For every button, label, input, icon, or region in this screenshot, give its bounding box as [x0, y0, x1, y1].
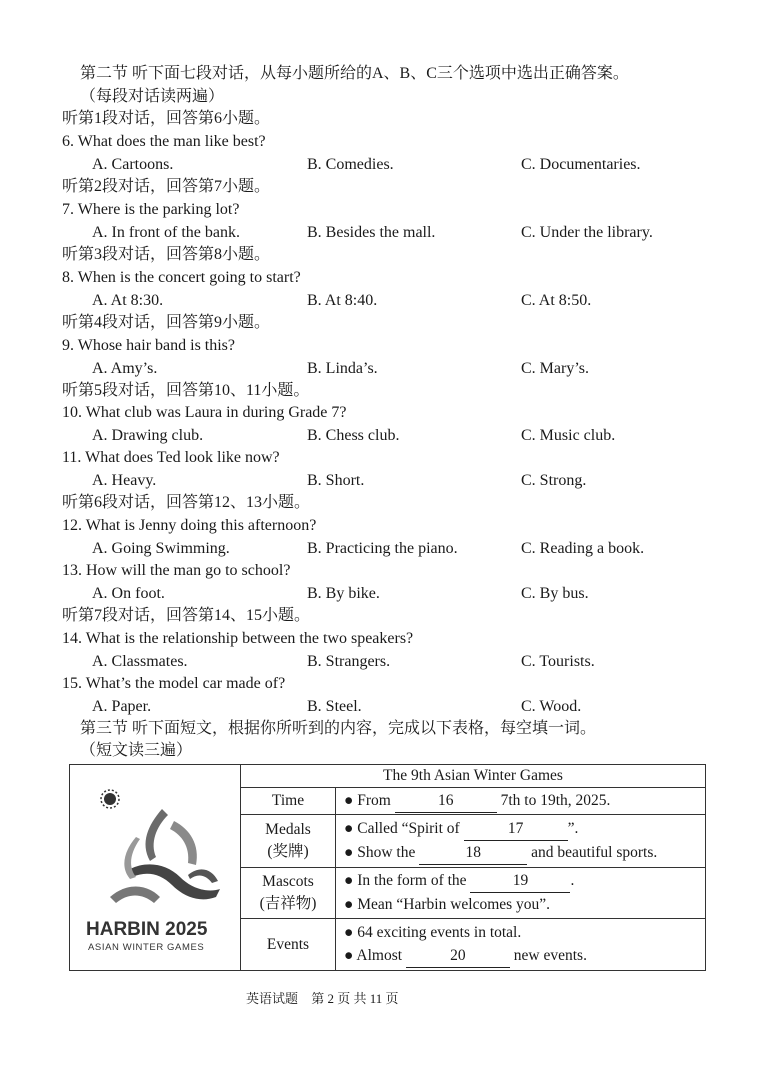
time-pre: ● From — [344, 791, 391, 809]
mascots-1-post: . — [570, 872, 575, 890]
option-b: B. Besides the mall. — [307, 224, 436, 241]
row-label-mascots — [241, 867, 336, 919]
option-c: C. At 8:50. — [521, 292, 592, 309]
option-a: A. Heavy. — [92, 472, 157, 489]
blank-20: 20 — [406, 944, 510, 968]
option-a: A. Cartoons. — [92, 156, 174, 173]
mascots-label: Mascots — [262, 872, 314, 890]
option-c: C. Mary’s. — [521, 360, 589, 377]
section2-heading: 第二节 听下面七段对话，从每小题所给的A、B、C三个选项中选出正确答案。 — [80, 65, 629, 82]
option-a: A. Paper. — [92, 698, 152, 715]
medals-1-pre: ● Called “Spirit of — [344, 819, 460, 837]
option-c: C. By bus. — [521, 585, 589, 602]
medals-1-post: ”. — [567, 819, 579, 837]
option-a: A. Going Swimming. — [92, 540, 230, 557]
option-a: A. Amy’s. — [92, 360, 158, 377]
question-text: 10. What club was Laura in during Grade 7? — [62, 404, 347, 421]
section3-heading: 第三节 听下面短文，根据你所听到的内容，完成以下表格，每空填一词。 — [80, 720, 597, 737]
games-table — [69, 764, 706, 971]
option-c: C. Tourists. — [521, 653, 595, 670]
medals-2-post: and beautiful sports. — [531, 843, 658, 861]
dialogue-intro: 听第1段对话，回答第6小题。 — [62, 110, 271, 127]
mascots-2: ● Mean “Harbin welcomes you”. — [344, 896, 551, 914]
blank-19: 19 — [470, 869, 570, 893]
option-c: C. Wood. — [521, 698, 582, 715]
medals-label-cn: (奖牌) — [267, 842, 309, 860]
sun-icon — [101, 790, 119, 808]
logo-subtitle: ASIAN WINTER GAMES — [88, 942, 205, 953]
question-text: 15. What’s the model car made of? — [62, 675, 286, 692]
events-2-pre: ● Almost — [344, 947, 403, 965]
page-footer — [246, 988, 409, 1007]
option-c: C. Music club. — [521, 427, 616, 444]
dialogue-intro: 听第5段对话，回答第10、11小题。 — [62, 382, 310, 399]
medals-label: Medals — [265, 820, 311, 838]
footer-subject: 英语试题 — [246, 991, 299, 1006]
option-b: B. Steel. — [307, 698, 362, 715]
dialogue-intro: 听第7段对话，回答第14、15小题。 — [62, 607, 311, 624]
option-a: A. Classmates. — [92, 653, 188, 670]
dialogue-intro: 听第2段对话，回答第7小题。 — [62, 178, 271, 195]
time-content — [336, 788, 706, 815]
blank-16: 16 — [395, 789, 497, 813]
option-a: A. On foot. — [92, 585, 165, 602]
events-content — [336, 919, 706, 971]
question-text: 12. What is Jenny doing this afternoon? — [62, 517, 317, 534]
option-b: B. Comedies. — [307, 156, 394, 173]
medals-2-pre: ● Show the — [344, 843, 416, 861]
option-b: B. By bike. — [307, 585, 380, 602]
events-1: ● 64 exciting events in total. — [344, 924, 522, 942]
option-c: C. Strong. — [521, 472, 587, 489]
option-c: C. Under the library. — [521, 224, 653, 241]
section2-note: （每段对话读两遍） — [80, 88, 225, 105]
blank-17: 17 — [464, 817, 568, 841]
medals-content — [336, 814, 706, 867]
table-title: The 9th Asian Winter Games — [241, 765, 706, 788]
row-label-time: Time — [241, 788, 336, 815]
section3-note: （短文读三遍） — [80, 742, 193, 759]
question-text: 7. Where is the parking lot? — [62, 201, 240, 218]
question-text: 11. What does Ted look like now? — [62, 449, 280, 466]
question-text: 9. Whose hair band is this? — [62, 337, 236, 354]
dialogue-intro: 听第3段对话，回答第8小题。 — [62, 246, 271, 263]
question-text: 13. How will the man go to school? — [62, 562, 291, 579]
events-2-post: new events. — [513, 947, 587, 965]
option-b: B. Practicing the piano. — [307, 540, 458, 557]
mascots-content — [336, 867, 706, 919]
question-text: 6. What does the man like best? — [62, 133, 266, 150]
mascots-1-pre: ● In the form of the — [344, 872, 467, 890]
option-c: C. Reading a book. — [521, 540, 645, 557]
question-text: 8. When is the concert going to start? — [62, 269, 301, 286]
dialogue-intro: 听第4段对话，回答第9小题。 — [62, 314, 271, 331]
option-b: B. Chess club. — [307, 427, 400, 444]
skater-graphic — [110, 809, 220, 903]
option-b: B. Short. — [307, 472, 365, 489]
harbin-2025-logo — [70, 765, 238, 965]
footer-page-number: 第 2 页 共 11 页 — [311, 991, 399, 1006]
logo-title: HARBIN 2025 — [86, 919, 208, 940]
logo-cell — [70, 765, 241, 971]
option-b: B. Strangers. — [307, 653, 391, 670]
option-a: A. In front of the bank. — [92, 224, 240, 241]
row-label-medals — [241, 814, 336, 867]
mascots-label-cn: (吉祥物) — [259, 894, 317, 912]
option-b: B. At 8:40. — [307, 292, 378, 309]
option-a: A. Drawing club. — [92, 427, 204, 444]
option-b: B. Linda’s. — [307, 360, 378, 377]
option-c: C. Documentaries. — [521, 156, 641, 173]
question-text: 14. What is the relationship between the two speakers? — [62, 630, 414, 647]
row-label-events: Events — [241, 919, 336, 971]
time-post: 7th to 19th, 2025. — [500, 791, 611, 809]
option-a: A. At 8:30. — [92, 292, 164, 309]
blank-18: 18 — [419, 841, 527, 865]
dialogue-intro: 听第6段对话，回答第12、13小题。 — [62, 494, 311, 511]
